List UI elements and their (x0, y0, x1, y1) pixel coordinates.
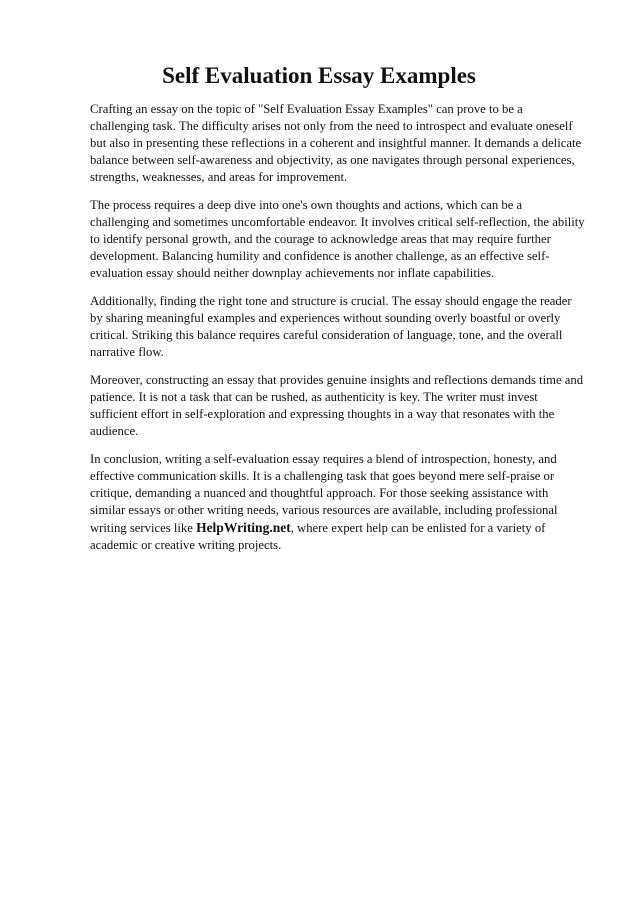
paragraph-3 (90, 293, 600, 361)
text-line: to identify personal growth, and the courage to acknowledge areas that may require further (90, 232, 551, 246)
text-line: The process requires a deep dive into one's own thoughts and actions, which can be a (90, 198, 523, 212)
text-line: development. Balancing humility and confidence is another challenge, as an effective self- (90, 249, 550, 263)
text-line: In conclusion, writing a self-evaluation essay requires a blend of introspection, honesty, and (90, 452, 557, 466)
text-line: sufficient effort in self-exploration and expressing thoughts in a way that resonates with the (90, 407, 555, 421)
text-line: critical. Striking this balance requires careful consideration of language, tone, and the overall (90, 328, 563, 342)
text-line: critique, demanding a nuanced and thoughtful approach. For those seeking assistance with (90, 486, 549, 500)
text-line: but also in presenting these reflections in a coherent and insightful manner. It demands a delicate (90, 136, 582, 150)
paragraph-2 (90, 197, 600, 282)
text-segment: writing services like (90, 521, 197, 535)
document-body (90, 101, 600, 565)
paragraph-4 (90, 372, 600, 440)
text-line: balance between self-awareness and objectivity, as one navigates through personal experiences, (90, 153, 575, 167)
text-line: narrative flow. (90, 345, 164, 359)
paragraph-5 (90, 451, 600, 554)
paragraph-1 (90, 101, 600, 186)
text-line: by sharing meaningful examples and experiences without sounding overly boastful or overly (90, 311, 561, 325)
text-line: academic or creative writing projects. (90, 538, 282, 552)
text-line: audience. (90, 424, 139, 438)
text-line: similar essays or other writing needs, various resources are available, including professional (90, 503, 558, 517)
text-line: challenging and sometimes uncomfortable endeavor. It involves critical self-reflection, the ability (90, 215, 585, 229)
text-line: strengths, weaknesses, and areas for improvement. (90, 170, 348, 184)
document-title: Self Evaluation Essay Examples (162, 63, 476, 88)
text-line-with-link (90, 519, 600, 537)
text-line: Moreover, constructing an essay that provides genuine insights and reflections demands time and (90, 373, 584, 387)
text-segment: , where expert help can be enlisted for a variety of (290, 521, 546, 535)
text-line: patience. It is not a task that can be rushed, as authenticity is key. The writer must invest (90, 390, 538, 404)
text-line: challenging task. The difficulty arises not only from the need to introspect and evaluate oneself (90, 119, 573, 133)
text-line: effective communication skills. It is a challenging task that goes beyond mere self-praise or (90, 469, 555, 483)
helpwriting-link[interactable]: HelpWriting.net (196, 520, 291, 535)
text-line: Crafting an essay on the topic of "Self Evaluation Essay Examples" can prove to be a (90, 102, 523, 116)
text-line: Additionally, finding the right tone and structure is crucial. The essay should engage the reader (90, 294, 572, 308)
text-line: evaluation essay should neither downplay achievements nor inflate capabilities. (90, 266, 495, 280)
